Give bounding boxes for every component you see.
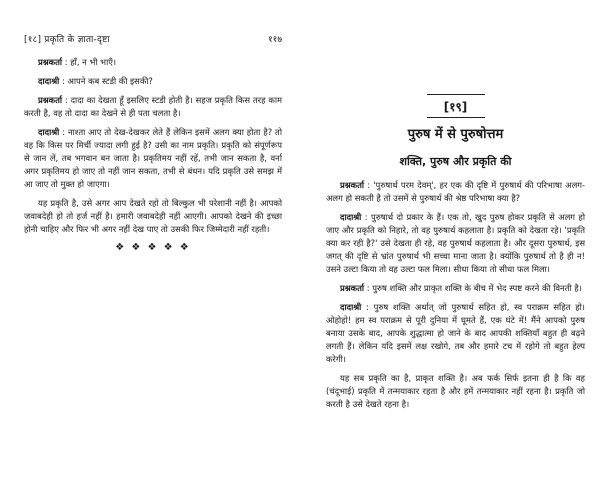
- paragraph: [326, 301, 585, 366]
- paragraph-text: यह सब प्रकृति का है, प्राकृत शक्ति है। अब फर्क सिर्फ इतना ही है कि वह (चंदूभाई) प्रकृति में तन्मयाकार रहता है और हमें तन्मयाकार नहीं रहना है। प्रकृति जो करती है उसे देखते रहना है।: [326, 373, 585, 409]
- paragraph-text: यह प्रकृति है, उसे अगर आप देखते रहो तो बिल्कुल भी परेशानी नहीं है। आपको जवाबदेही हो तो हर्ज नहीं है। हमारी जवाबदेही नहीं आएगी। आपको देखने की इच्छा होनी चाहिए और फिर भी अगर नहीं देख पाए तो उसकी फिर जिम्मेदारी नहीं रहती।: [24, 198, 282, 234]
- section-ornament: ❖ ❖ ❖ ❖ ❖: [115, 242, 191, 253]
- right-page: [300, 0, 599, 488]
- paragraph: [326, 211, 585, 276]
- paragraph-text: : हाँ, न भी भाएँ।: [62, 57, 117, 67]
- speaker-label: प्रश्नकर्ता: [38, 57, 63, 67]
- paragraph-text: : आपने कब स्टडी की इसकी?: [59, 76, 153, 86]
- paragraph: [326, 372, 585, 411]
- speaker-label: प्रश्नकर्ता: [340, 180, 365, 190]
- section-title: शक्ति, पुरुष और प्रकृति की: [399, 155, 512, 168]
- paragraph: [24, 75, 282, 88]
- chapter-title: पुरुष में से पुरुषोत्तम: [407, 127, 504, 142]
- speaker-label: प्रश्नकर्ता: [340, 283, 365, 293]
- paragraph: [24, 126, 282, 191]
- paragraph-text: : पुरुष शक्ति अर्थात् जो पुरुषार्थ सहित हो, स्व पराक्रम सहित हो। ओहोहो! हम स्व पराक्रम से पूरी दुनिया में घूमते हैं, एक घंटे में! मैंने आपको पुरुष बनाया उसके बाद, आपके शुद्धात्मा हो जाने के बाद आपकी शक्तियाँ बहुत ही बढ़ने लगती हैं। लेकिन यदि इसमें लक्ष रखोगे, तब और हमारे टच में रहोगे तो बहुत हेल्प करेगी।: [326, 302, 585, 364]
- speaker-label: दादाश्री: [38, 127, 60, 137]
- paragraph-text: : 'पुरुषार्थ परम देवम्', हर एक की दृष्टि में पुरुषार्थ की परिभाषा अलग-अलग हो सकती है तो उसमें से पुरुषार्थ की श्रेष्ठ परिभाषा क्या है?: [326, 180, 585, 203]
- speaker-label: दादाश्री: [340, 212, 362, 222]
- paragraph-text: : पुरुष शक्ति और प्राकृत शक्ति के बीच में भेद स्पष्ट करने की विनती है।: [364, 283, 582, 293]
- paragraph-text: : दादा का देखता हूँ इसलिए स्टडी होती है। सहज प्रकृति किस तरह काम करती है, वह तो दादा का देखने से ही पता चलता है।: [24, 95, 282, 118]
- running-head: [24, 34, 282, 46]
- paragraph: [24, 197, 282, 236]
- running-head-title: [१८] प्रकृति के ज्ञाता-दृष्टा: [24, 35, 110, 45]
- page-number: ११७: [267, 35, 282, 45]
- paragraph-text: : नाश्ता आए तो देख-देखकर लेते हैं लेकिन इसमें अलग क्या होता है? तो वह कि किस पर मिर्ची ज्यादा लगी हुई है? उसी का नाम प्रकृति। प्रकृति को संपूर्णरूप से जान लें, तब भगवान बन जाता है। प्रकृतिमय नहीं रहें, तभी जान सकता है, वर्ना अगर प्रकृतिमय हो जाए तो नहीं जान सकता, तभी से बंधन। यदि प्रकृति उसे समझ में आ जाए तो मुक्त हो जाएगा।: [24, 127, 282, 189]
- paragraph: [326, 179, 585, 205]
- paragraph: [326, 282, 585, 295]
- speaker-label: दादाश्री: [38, 76, 60, 86]
- paragraph: [24, 56, 282, 69]
- paragraph: [24, 94, 282, 120]
- speaker-label: दादाश्री: [340, 302, 362, 312]
- speaker-label: प्रश्नकर्ता: [38, 95, 63, 105]
- chapter-number: [१९]: [427, 94, 485, 118]
- paragraph-text: : पुरुषार्थ दो प्रकार के हैं। एक तो, खुद पुरुष होकर प्रकृति से अलग हो जाए और प्रकृति को निहारे, तो वह पुरुषार्थ कहलाता है। प्रकृति को देखता रहे। 'प्रकृति क्या कर रही है?' उसे देखता ही रहे, वह पुरुषार्थ कहलाता है। और दूसरा पुरुषार्थ, इस जगत् की दृष्टि से भ्रांत पुरुषार्थ भी सच्चा माना जाता है। क्योंकि पुरुषार्थ तो है ही न! उसने उल्टा किया तो वह उल्टा फल मिला। सीधा किया तो सीधा फल मिला।: [326, 212, 585, 274]
